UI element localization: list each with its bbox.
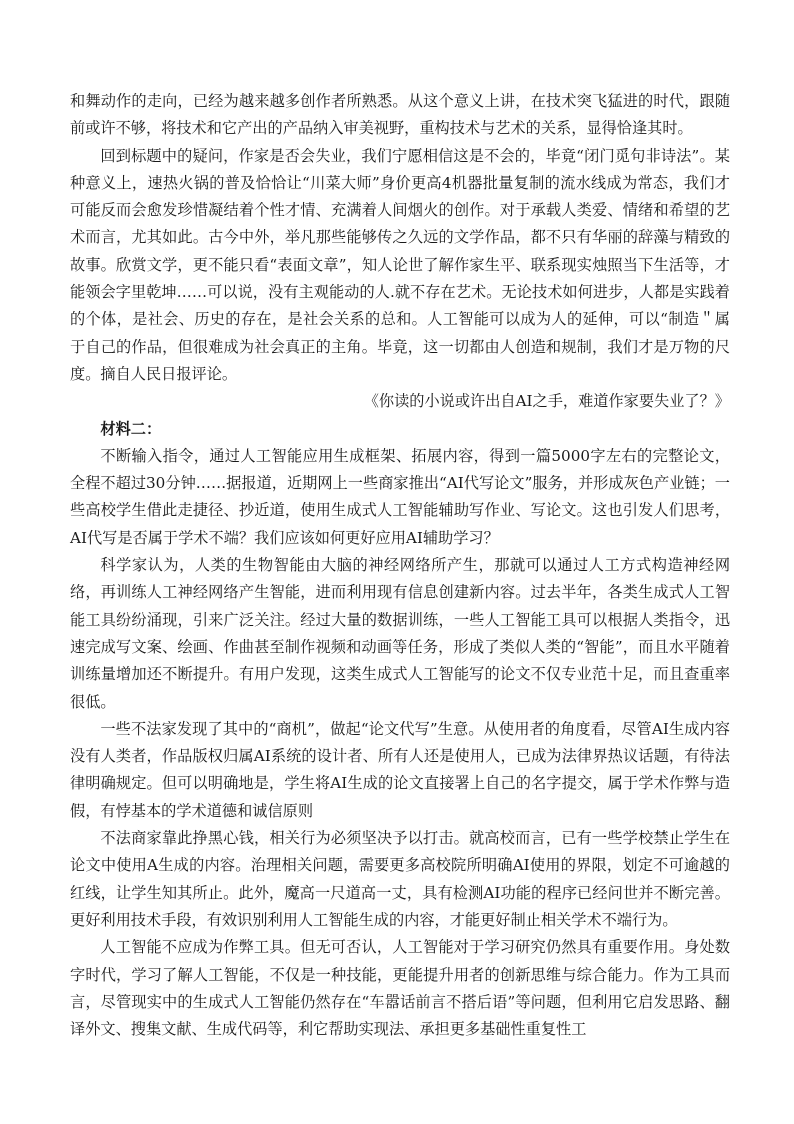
source-citation: 《你读的小说或许出自AI之手，难道作家要失业了？》 — [363, 392, 730, 411]
paragraph-material2-4: 不法商家靠此挣黑心钱，相关行为必须坚决予以打击。就高校而言，已有一些学校禁止学生在论文中使用A生成的内容。治理相关问题，需要更多高校院所明确AI使用的界限，划定不可逾越的红线，让学生知其所止。此外，魔高一尺道高一丈，具有检测AI功能的程序已经问世并不断完善。更好利用技术手段，有效识别利用人工智能生成的内容，才能更好制止相关学术不端行为。 — [70, 829, 730, 929]
material2-heading: 材料二： — [100, 419, 162, 438]
paragraph-material1-conclusion: 回到标题中的疑问，作家是否会失业，我们宁愿相信这是不会的，毕竟“闭门觅句非诗法”。某种意义上，速热火锅的普及恰恰让“川菜大师”身价更高4机器批量复制的流水线成为常态，我们才可能反而会愈发珍惜凝结着个性才情、充满着人间烟火的创作。对于承载人类爱、情绪和希望的艺术而言，尤其如此。古今中外，举凡那些能够传之久远的文学作品，都不只有华丽的辞藻与精致的故事。欣赏文学，更不能只看“表面文章”，知人论世了解作家生平、联系现实烛照当下生活等，才能领会字里乾坤……可以说，没有主观能动的人.就不存在艺术。无论技术如何进步，人都是实践着的个体，是社会、历史的存在，是社会关系的总和。人工智能可以成为人的延伸，可以“制造＂属于自己的作品，但很难成为社会真正的主角。毕竟，这一切都由人创造和规制，我们才是万物的尺度。摘自人民日报评论。 — [70, 146, 730, 383]
paragraph-material2-5: 人工智能不应成为作弊工具。但无可否认，人工智能对于学习研究仍然具有重要作用。身处数字时代，学习了解人工智能，不仅是一种技能，更能提升用者的创新思维与综合能力。作为工具而言，尽管现实中的生成式人工智能仍然存在“车嚣话前言不搭后语”等问题，但利用它启发思路、翻译外文、搜集文献、生成代码等，利它帮助实现法、承担更多基础性重复性工 — [70, 938, 730, 1039]
paragraph-material2-1: 不断输入指令，通过人工智能应用生成框架、拓展内容，得到一篇5000字左右的完整论文，全程不超过30分钟……据报道，近期网上一些商家推出“AI代写论文”服务，并形成灰色产业链；一些高校学生借此走捷径、抄近道，使用生成式人工智能辅助写作业、写论文。这也引发人们思考，AI代写是否属于学术不端？我们应该如何更好应用AI辅助学习？ — [70, 446, 730, 547]
document-page — [70, 88, 730, 1043]
paragraph-material2-2: 科学家认为，人类的生物智能由大脑的神经网络所产生，那就可以通过人工方式构造神经网络，再训练人工神经网络产生智能，进而利用现有信息创建新内容。过去半年，各类生成式人工智能工具纷纷涌现，引来广泛关注。经过大量的数据训练，一些人工智能工具可以根据人类指令，迅速完成写文案、绘画、作曲甚至制作视频和动画等任务，形成了类似人类的“智能”，而且水平随着训练量增加还不断提升。有用户发现，这类生成式人工智能写的论文不仅专业范十足，而且查重率很低。 — [70, 556, 730, 711]
paragraph-material2-3: 一些不法家发现了其中的“商机”，做起“论文代写”生意。从使用者的角度看，尽管AI生成内容没有人类者，作品版权归属AI系统的设计者、所有人还是使用人，已成为法律界热议话题，有待法律明确规定。但可以明确地是，学生将AI生成的论文直接署上自己的名字提交，属于学术作弊与造假，有悖基本的学术道德和诚信原则 — [70, 719, 730, 820]
paragraph-material1-continued: 和舞动作的走向，已经为越来越多创作者所熟悉。从这个意义上讲，在技术突飞猛进的时代，跟随前或许不够，将技术和它产出的产品纳入审美视野，重构技术与艺术的关系，显得恰逢其时。 — [70, 92, 730, 138]
